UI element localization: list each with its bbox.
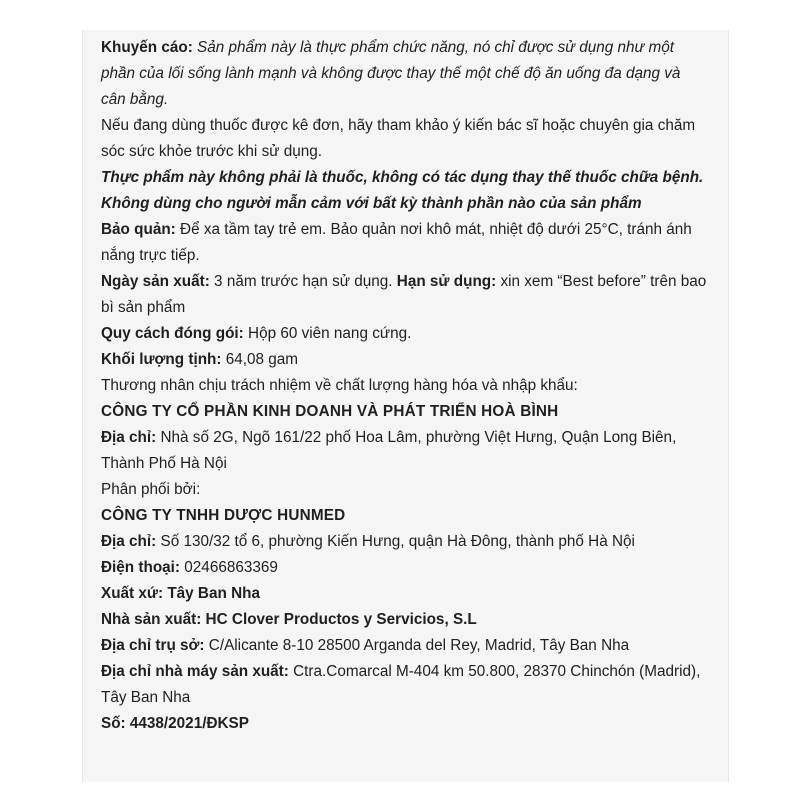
distributor-name: CÔNG TY TNHH DƯỢC HUNMED [101,507,346,524]
prescription-note: Nếu đang dùng thuốc được kê đơn, hãy tham khảo ý kiến bác sĩ hoặc chuyên gia chăm sóc sức khỏe trước khi sử dụng. [101,117,696,160]
importer-name: CÔNG TY CỔ PHẦN KINH DOANH VÀ PHÁT TRIỂN HOÀ BÌNH [101,403,559,420]
dates-paragraph [101,269,707,321]
label-text [101,35,707,737]
storage-paragraph [101,217,707,269]
not-medicine-note: Thực phẩm này không phải là thuốc, không có tác dụng thay thế thuốc chữa bệnh. [101,169,704,186]
distributor-address-paragraph [101,529,707,555]
manufacture-date-text: 3 năm trước hạn sử dụng. [209,273,393,290]
net-weight-label: Khối lượng tịnh: [101,351,222,368]
factory-address-paragraph [101,659,707,711]
origin-label: Xuất xứ: [101,585,164,602]
factory-address-label: Địa chỉ nhà máy sản xuất: [101,663,289,680]
origin-text: Tây Ban Nha [163,585,260,602]
manufacturer-label: Nhà sản xuất: [101,611,202,628]
net-weight-paragraph [101,347,707,373]
packaging-text: Hộp 60 viên nang cứng. [243,325,412,342]
head-office-label: Địa chỉ trụ sở: [101,637,205,654]
storage-label: Bảo quản: [101,221,176,238]
net-weight-text: 64,08 gam [221,351,299,368]
distributor-intro: Phân phối bởi: [101,481,201,498]
distributor-address-label: Địa chỉ: [101,533,157,550]
packaging-paragraph [101,321,707,347]
origin-paragraph [101,581,707,607]
factory-address-text: Ctra.Comarcal M-404 km 50.800, 28370 Chinchón (Madrid), Tây Ban Nha [101,663,701,706]
warning-label: Khuyến cáo: [101,39,193,56]
importer-address-text: Nhà số 2G, Ngõ 161/22 phố Hoa Lâm, phường Việt Hưng, Quận Long Biên, Thành Phố Hà Nội [101,429,677,472]
phone-text: 02466863369 [180,559,278,576]
head-office-text: C/Alicante 8-10 28500 Arganda del Rey, Madrid, Tây Ban Nha [204,637,630,654]
warning-text: Sản phẩm này là thực phẩm chức năng, nó chỉ được sử dụng như một phần của lối sống lành mạnh và không được thay thế một chế độ ăn uống đa dạng và cân bằng. [101,39,681,108]
storage-text: Để xa tầm tay trẻ em. Bảo quản nơi khô mát, nhiệt độ dưới 25°C, tránh ánh nắng trực tiếp. [101,221,692,264]
warning-paragraph [101,35,707,113]
importer-address-label: Địa chỉ: [101,429,157,446]
distributor-address-text: Số 130/32 tổ 6, phường Kiến Hưng, quận Hà Đông, thành phố Hà Nội [156,533,635,550]
manufacturer-paragraph [101,607,707,633]
phone-paragraph [101,555,707,581]
expiry-label: Hạn sử dụng: [392,273,497,290]
allergy-note: Không dùng cho người mẫn cảm với bất kỳ thành phần nào của sản phẩm [101,195,642,212]
phone-label: Điện thoại: [101,559,181,576]
importer-intro: Thương nhân chịu trách nhiệm về chất lượng hàng hóa và nhập khẩu: [101,377,578,394]
manufacturer-text: HC Clover Productos y Servicios, S.L [201,611,477,628]
expiry-text: xin xem “Best before” trên bao bì sản phẩm [101,273,707,316]
importer-address-paragraph [101,425,707,477]
manufacture-date-label: Ngày sản xuất: [101,273,210,290]
head-office-paragraph [101,633,707,659]
packaging-label: Quy cách đóng gói: [101,325,244,342]
registration-number: Số: 4438/2021/ĐKSP [101,715,249,732]
